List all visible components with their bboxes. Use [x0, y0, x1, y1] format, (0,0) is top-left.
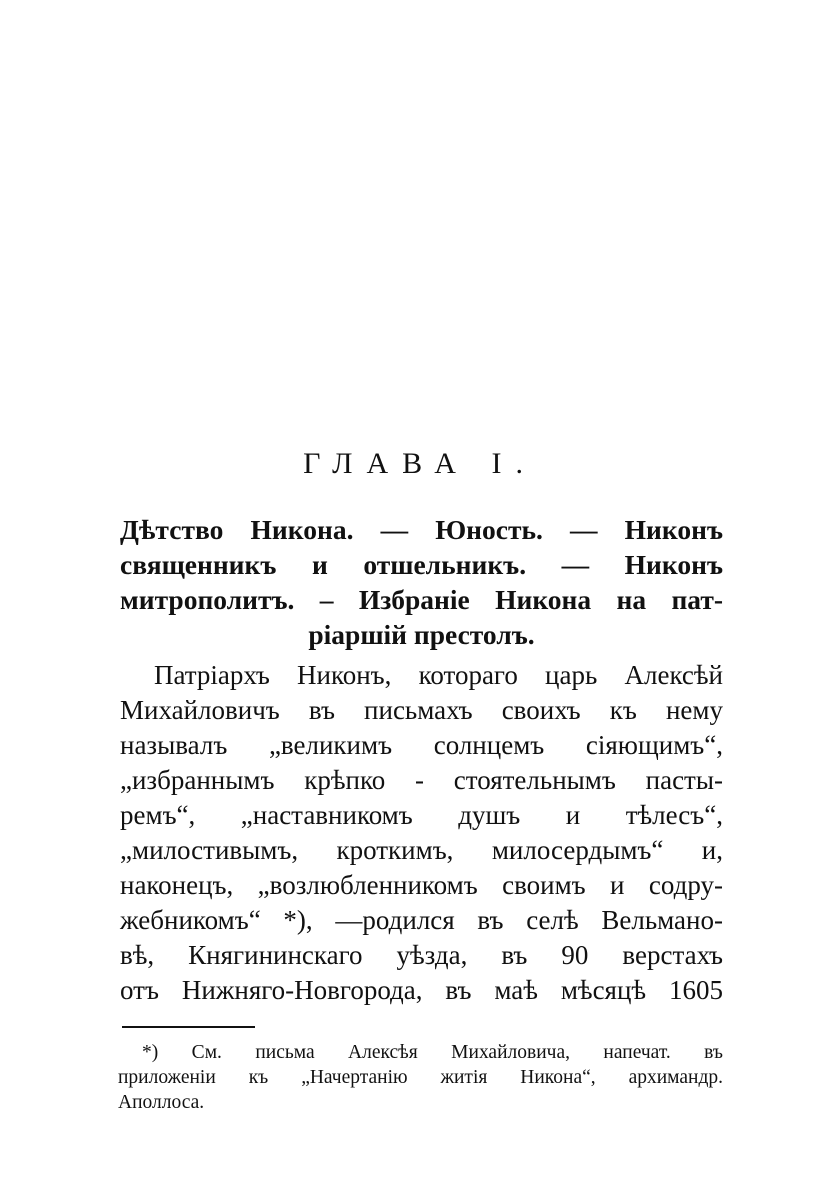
summary-line: митрополитъ. – Избраніе Никона на пат- — [120, 584, 723, 615]
chapter-summary — [120, 512, 723, 652]
footnote — [118, 1040, 723, 1115]
chapter-heading: ГЛАВА I. — [303, 447, 537, 480]
summary-line: Дѣтство Никона. — Юность. — Никонъ — [120, 514, 723, 545]
footnote-line: Аполлоса. — [118, 1092, 205, 1113]
summary-line: ріаршій престолъ. — [308, 619, 535, 650]
summary-line: священникъ и отшельникъ. — Никонъ — [120, 549, 723, 580]
body-line: вѣ, Княгининскаго уѣзда, въ 90 верстахъ — [120, 940, 723, 970]
footnote-divider — [122, 1026, 255, 1028]
body-line: „милостивымъ, кроткимъ, милосердымъ“ и, — [120, 835, 723, 865]
footnote-line: приложеніи къ „Начертанію житія Никона“, архимандр. — [118, 1067, 723, 1088]
body-line: жебникомъ“ *), —родился въ селѣ Вельмано- — [120, 905, 723, 935]
footnote-line: *) См. письма Алексѣя Михайловича, напечат. въ — [142, 1042, 723, 1063]
body-line: „избраннымъ крѣпко - стоятельнымъ пасты- — [120, 765, 723, 795]
body-line: отъ Нижняго-Новгорода, въ маѣ мѣсяцѣ 1605 — [120, 975, 723, 1005]
body-line: ремъ“, „наставникомъ душъ и тѣлесъ“, — [120, 800, 723, 830]
body-line: называлъ „великимъ солнцемъ сіяющимъ“, — [120, 730, 723, 760]
body-line: наконецъ, „возлюбленникомъ своимъ и содру- — [120, 870, 723, 900]
body-line: Патріархъ Никонъ, котораго царь Алексѣй — [154, 660, 723, 690]
body-line: Михайловичъ въ письмахъ своихъ къ нему — [120, 695, 723, 725]
body-paragraph — [120, 658, 723, 1008]
